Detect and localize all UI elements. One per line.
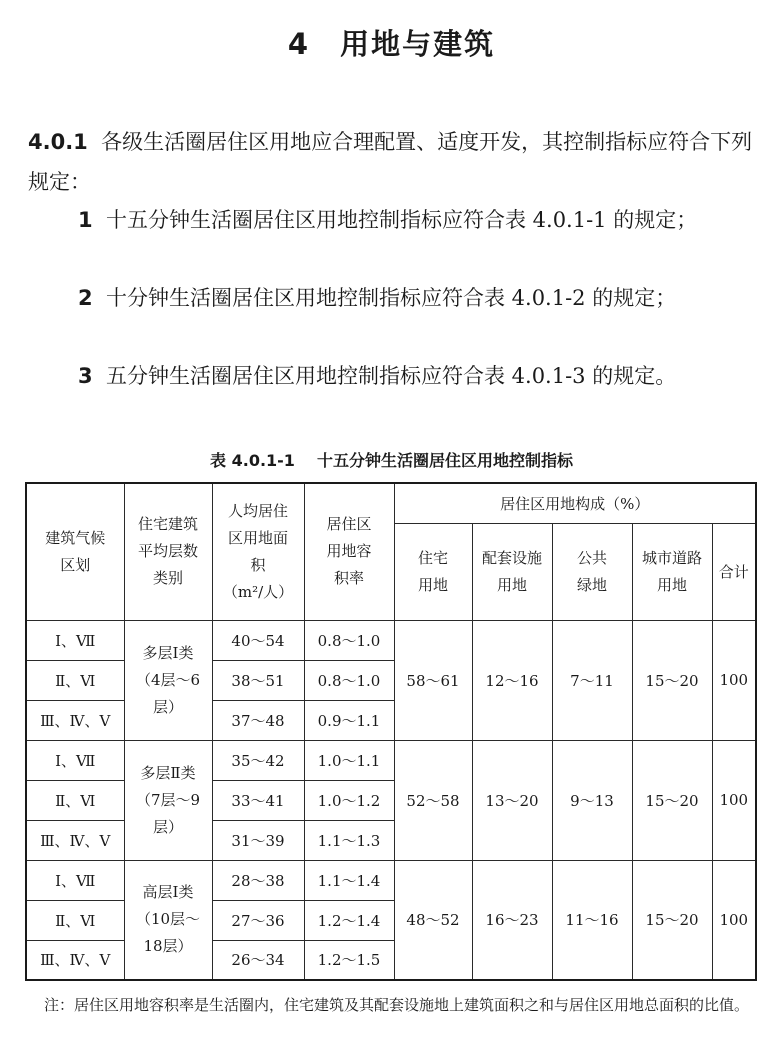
far-cell: 0.8～1.0 (304, 660, 394, 700)
header-climate (26, 483, 124, 620)
far-cell: 1.0～1.2 (304, 780, 394, 820)
header-floor-class-text: 住宅建筑平均层数类别 (137, 515, 198, 588)
item-number: 1 (78, 208, 93, 232)
header-residential-text: 住宅用地 (417, 548, 448, 594)
far-cell: 1.2～1.5 (304, 940, 394, 980)
header-roads-text: 城市道路用地 (641, 548, 702, 594)
header-land-per-capita-text: 人均居住区用地面积 (227, 501, 288, 574)
clause-item (28, 278, 758, 318)
header-climate-text: 建筑气候区划 (45, 528, 106, 574)
zone-cell: Ⅰ、Ⅶ (26, 740, 124, 780)
item-text: 十分钟生活圈居住区用地控制指标应符合表 4.0.1-2 的规定； (105, 286, 677, 310)
table-note: 注：居住区用地容积率是生活圈内，住宅建筑及其配套设施地上建筑面积之和与居住区用地总面积的比值。 (44, 996, 750, 1014)
area-cell: 28～38 (212, 860, 304, 900)
table-row (26, 860, 756, 900)
header-total: 合计 (712, 523, 756, 620)
header-land-per-capita (212, 483, 304, 620)
far-cell: 0.8～1.0 (304, 620, 394, 660)
floor-class-cell (124, 620, 212, 740)
clause-text: 各级生活圈居住区用地应合理配置、适度开发，其控制指标应符合下列规定： (28, 130, 753, 194)
header-residential (394, 523, 472, 620)
total-cell: 100 (712, 740, 756, 860)
header-green (552, 523, 632, 620)
zone-cell: Ⅰ、Ⅶ (26, 860, 124, 900)
item-text: 五分钟生活圈居住区用地控制指标应符合表 4.0.1-3 的规定。 (105, 364, 677, 388)
table-row (26, 740, 756, 780)
header-green-text: 公共绿地 (576, 548, 607, 594)
chapter-number: 4 (287, 27, 311, 61)
header-floor-class (124, 483, 212, 620)
far-cell: 1.1～1.3 (304, 820, 394, 860)
header-far (304, 483, 394, 620)
floor-class-floors: （7层～9层） (135, 790, 201, 836)
roads-cell: 15～20 (632, 620, 712, 740)
header-facilities (472, 523, 552, 620)
header-far-text: 居住区用地容积率 (326, 515, 372, 588)
area-cell: 37～48 (212, 700, 304, 740)
total-cell: 100 (712, 860, 756, 980)
zone-cell: Ⅲ、Ⅳ、Ⅴ (26, 940, 124, 980)
facilities-cell: 12～16 (472, 620, 552, 740)
green-cell: 9～13 (552, 740, 632, 860)
residential-cell: 52～58 (394, 740, 472, 860)
green-cell: 7～11 (552, 620, 632, 740)
area-cell: 35～42 (212, 740, 304, 780)
table-caption-number: 表 4.0.1-1 (210, 451, 295, 470)
floor-class-cell (124, 740, 212, 860)
item-number: 2 (78, 286, 93, 310)
header-facilities-text: 配套设施用地 (481, 548, 542, 594)
zone-cell: Ⅰ、Ⅶ (26, 620, 124, 660)
area-cell: 40～54 (212, 620, 304, 660)
area-cell: 38～51 (212, 660, 304, 700)
floor-class-floors: （10层～18层） (135, 910, 201, 956)
header-composition: 居住区用地构成（%） (394, 483, 756, 523)
total-cell: 100 (712, 620, 756, 740)
zone-cell: Ⅱ、Ⅵ (26, 780, 124, 820)
chapter-title (0, 22, 783, 63)
green-cell: 11～16 (552, 860, 632, 980)
far-cell: 1.0～1.1 (304, 740, 394, 780)
area-cell: 31～39 (212, 820, 304, 860)
floor-class-name: 多层Ⅱ类 (140, 763, 196, 782)
clause-number: 4.0.1 (28, 130, 88, 154)
land-control-table (25, 482, 757, 981)
zone-cell: Ⅲ、Ⅳ、Ⅴ (26, 820, 124, 860)
table-caption (0, 448, 783, 471)
table-caption-title: 十五分钟生活圈居住区用地控制指标 (316, 451, 573, 470)
clause-item (28, 200, 758, 240)
header-roads (632, 523, 712, 620)
floor-class-floors: （4层～6层） (135, 670, 201, 716)
residential-cell: 48～52 (394, 860, 472, 980)
far-cell: 1.2～1.4 (304, 900, 394, 940)
item-text: 十五分钟生活圈居住区用地控制指标应符合表 4.0.1-1 的规定； (105, 208, 698, 232)
far-cell: 0.9～1.1 (304, 700, 394, 740)
area-cell: 26～34 (212, 940, 304, 980)
chapter-title-text: 用地与建筑 (340, 27, 496, 61)
table-row (26, 620, 756, 660)
roads-cell: 15～20 (632, 860, 712, 980)
far-cell: 1.1～1.4 (304, 860, 394, 900)
item-number: 3 (78, 364, 93, 388)
clause-paragraph (28, 122, 758, 202)
header-land-unit: （m²/人） (222, 582, 294, 601)
facilities-cell: 16～23 (472, 860, 552, 980)
floor-class-cell (124, 860, 212, 980)
clause-item (28, 356, 758, 396)
area-cell: 33～41 (212, 780, 304, 820)
floor-class-name: 高层Ⅰ类 (142, 883, 194, 902)
zone-cell: Ⅱ、Ⅵ (26, 660, 124, 700)
zone-cell: Ⅲ、Ⅳ、Ⅴ (26, 700, 124, 740)
zone-cell: Ⅱ、Ⅵ (26, 900, 124, 940)
residential-cell: 58～61 (394, 620, 472, 740)
area-cell: 27～36 (212, 900, 304, 940)
roads-cell: 15～20 (632, 740, 712, 860)
facilities-cell: 13～20 (472, 740, 552, 860)
floor-class-name: 多层Ⅰ类 (142, 643, 194, 662)
